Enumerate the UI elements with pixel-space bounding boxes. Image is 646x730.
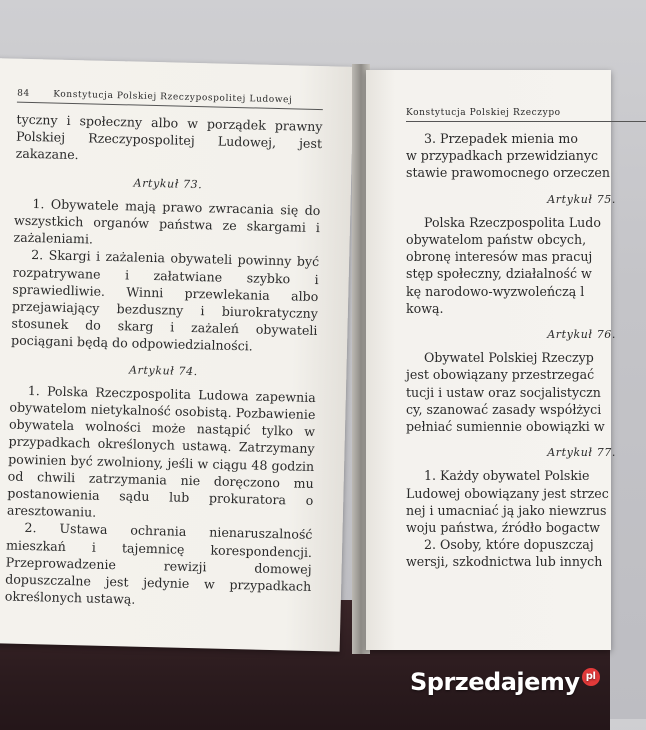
article-75-text: [406, 214, 646, 317]
paragraph: 2. Ustawa ochrania nienaruszalność mieszkań i tajemnicę korespondencji. Przeprowadzenie rewizji domowej dopuszczalne jest jedynie w przypadkach określonych ustawą.: [4, 520, 313, 607]
article-heading-75: Artykuł 75.: [547, 192, 616, 206]
text-line: woju państwa, źródło bogactw: [406, 520, 600, 536]
right-running-header: [406, 108, 646, 122]
text-line: jest obowiązany przestrzegać: [406, 367, 595, 383]
article-77-text: [406, 467, 646, 570]
watermark-brand: Sprzedajemy: [410, 668, 580, 696]
right-body-text: [406, 130, 646, 571]
running-head-title: Konstytucja Polskiej Rzeczypospolitej Ludowej: [53, 89, 293, 106]
text-line: 2. Osoby, które dopuszczaj: [424, 537, 594, 553]
text-line: tucji i ustaw oraz socjalistyczn: [406, 384, 601, 400]
right-page-content: [406, 108, 646, 571]
text-line: obronę interesów mas pracuj: [406, 249, 593, 265]
text-line: kę narodowo-wyzwoleńczą l: [406, 283, 585, 299]
paragraph: 1. Polska Rzeczpospolita Ludowa zapewnia obywatelom nietykalność osobistą. Pozbawienie obywatela wolności może nastąpić tylko w przypadkach określonych ustawą. Zatrzymany powinien być zwolniony, jeśli w ciągu 48 godzin od chwili zatrzymania nie doręczono mu postanowienia sądu lub prokuratora o aresztowaniu.: [6, 382, 316, 520]
text-line: cy, szanować zasady współżyci: [406, 401, 602, 417]
running-head-title: Konstytucja Polskiej Rzeczypo: [406, 108, 561, 118]
text-line: stęp społeczny, działalność w: [406, 266, 592, 282]
left-running-header: [17, 89, 323, 110]
text-line: Polska Rzeczpospolita Ludo: [424, 214, 601, 230]
paragraph: 2. Skargi i zażalenia obywateli powinny być rozpatrywane i załatwiane szybko i sprawiedliwie. Winni przewlekania albo przejawiający bezduszny i biurokratyczny stosunek do skarg i zażaleń obywateli pociągani będą do odpowiedzialności.: [10, 247, 320, 354]
article-76-text: [406, 349, 646, 435]
left-page-content: [5, 89, 324, 613]
text-line: Obywatel Polskiej Rzeczyp: [424, 350, 594, 366]
article-heading-73: Artykuł 73.: [133, 176, 203, 191]
article-heading-74: Artykuł 74.: [128, 363, 198, 378]
text-line: Ludowej obowiązany jest strzec: [406, 485, 609, 501]
text-line: nej i umacniać ją jako niewzrus: [406, 502, 607, 518]
paragraph: 1. Obywatele mają prawo zwracania się do wszystkich organów państwa ze skargami i zażaleniami.: [13, 195, 321, 247]
right-paragraph-3: [406, 130, 646, 182]
text-line: kową.: [406, 300, 444, 316]
page-number: 84: [17, 88, 30, 99]
text-line: obywatelom państw obcych,: [406, 232, 587, 248]
paragraph: tyczny i społeczny albo w porządek prawny Polskiej Rzeczypospolitej Ludowej, jest zakazane.: [15, 111, 323, 163]
text-line: stawie prawomocnego orzeczen: [406, 165, 610, 181]
left-page: [0, 58, 354, 652]
right-page: [366, 70, 616, 650]
text-line: wersji, szkodnictwa lub innych: [406, 554, 603, 570]
text-line: 1. Każdy obywatel Polskie: [424, 468, 590, 484]
text-line: pełniać sumiennie obowiązki w: [406, 419, 605, 435]
article-heading-76: Artykuł 76.: [547, 328, 616, 342]
text-line: 3. Przepadek mienia mo: [424, 131, 578, 146]
left-body-text: [5, 111, 323, 613]
watermark-badge: pl: [582, 668, 600, 686]
text-line: w przypadkach przewidzianyc: [406, 148, 599, 164]
sprzedajemy-watermark: [410, 668, 600, 702]
article-heading-77: Artykuł 77.: [547, 446, 616, 460]
